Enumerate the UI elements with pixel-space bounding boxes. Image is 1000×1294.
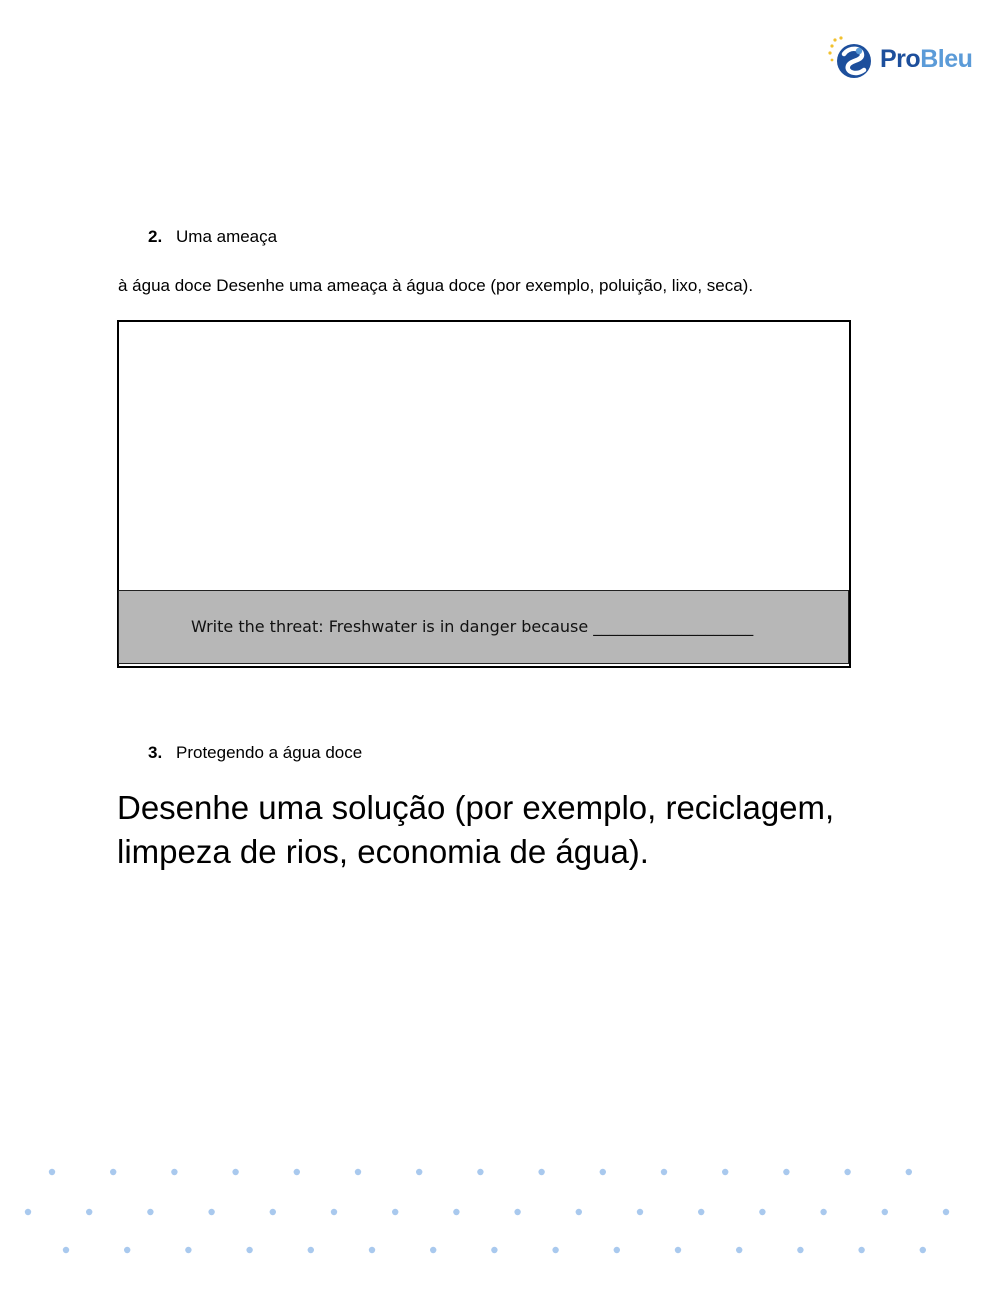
decorative-dot: [576, 1209, 582, 1215]
section-3-heading: [148, 743, 362, 763]
section-3-instruction: [117, 786, 877, 874]
decorative-dot: [308, 1247, 314, 1253]
decorative-dot: [25, 1209, 31, 1215]
decorative-dot: [783, 1169, 789, 1175]
decorative-dot: [270, 1209, 276, 1215]
section-2-title: Uma ameaça: [176, 227, 278, 246]
decorative-dot: [147, 1209, 153, 1215]
decorative-dot: [637, 1209, 643, 1215]
decorative-dot: [453, 1209, 459, 1215]
decorative-dot: [882, 1209, 888, 1215]
decorative-dot: [797, 1247, 803, 1253]
decorative-dot: [552, 1247, 558, 1253]
decorative-dot: [661, 1169, 667, 1175]
decorative-dot: [331, 1209, 337, 1215]
decorative-dot: [675, 1247, 681, 1253]
decorative-dot: [477, 1169, 483, 1175]
decorative-dot: [110, 1169, 116, 1175]
decorative-dot: [820, 1209, 826, 1215]
probleu-logo-icon: [828, 36, 874, 82]
decorative-dot: [392, 1209, 398, 1215]
logo-wordmark: [880, 45, 972, 74]
decorative-dot: [232, 1169, 238, 1175]
decorative-dot: [86, 1209, 92, 1215]
decorative-dot: [491, 1247, 497, 1253]
decorative-dot: [185, 1247, 191, 1253]
logo-bleu-text: Bleu: [920, 44, 973, 73]
decorative-dot: [736, 1247, 742, 1253]
section-3-number: 3.: [148, 743, 163, 762]
decorative-dot: [49, 1169, 55, 1175]
decorative-dot: [416, 1169, 422, 1175]
decorative-dot: [858, 1247, 864, 1253]
decorative-dot: [722, 1169, 728, 1175]
decorative-dot: [294, 1169, 300, 1175]
decorative-dot: [538, 1169, 544, 1175]
section-3-instruction-line-2: limpeza de rios, economia de água).: [117, 833, 649, 870]
decorative-dot: [430, 1247, 436, 1253]
section-2-instruction: à água doce Desenhe uma ameaça à água doce (por exemplo, poluição, lixo, seca).: [118, 276, 754, 295]
decorative-dot: [369, 1247, 375, 1253]
probleu-logo: [828, 36, 972, 82]
decorative-dot: [759, 1209, 765, 1215]
section-3-instruction-line-1: Desenhe uma solução (por exemplo, reciclagem,: [117, 789, 835, 826]
decorative-dot: [600, 1169, 606, 1175]
decorative-dot: [124, 1247, 130, 1253]
decorative-dot: [208, 1209, 214, 1215]
decorative-dot: [63, 1247, 69, 1253]
decorative-dot: [943, 1209, 949, 1215]
decorative-dot: [246, 1247, 252, 1253]
logo-pro-text: Pro: [880, 44, 921, 73]
decorative-dot: [844, 1169, 850, 1175]
decorative-dot: [698, 1209, 704, 1215]
decorative-dot: [614, 1247, 620, 1253]
decorative-dot: [355, 1169, 361, 1175]
answer-strip[interactable]: [118, 590, 849, 664]
decorative-dot: [906, 1169, 912, 1175]
dot-pattern-decoration: [0, 1150, 1000, 1280]
answer-prompt: Write the threat: Freshwater is in danger because ____________________: [191, 617, 754, 636]
decorative-dot: [171, 1169, 177, 1175]
decorative-dot: [514, 1209, 520, 1215]
section-2-number: 2.: [148, 227, 163, 246]
decorative-dot: [920, 1247, 926, 1253]
section-3-title: Protegendo a água doce: [176, 743, 363, 762]
section-2-heading: [148, 227, 277, 247]
